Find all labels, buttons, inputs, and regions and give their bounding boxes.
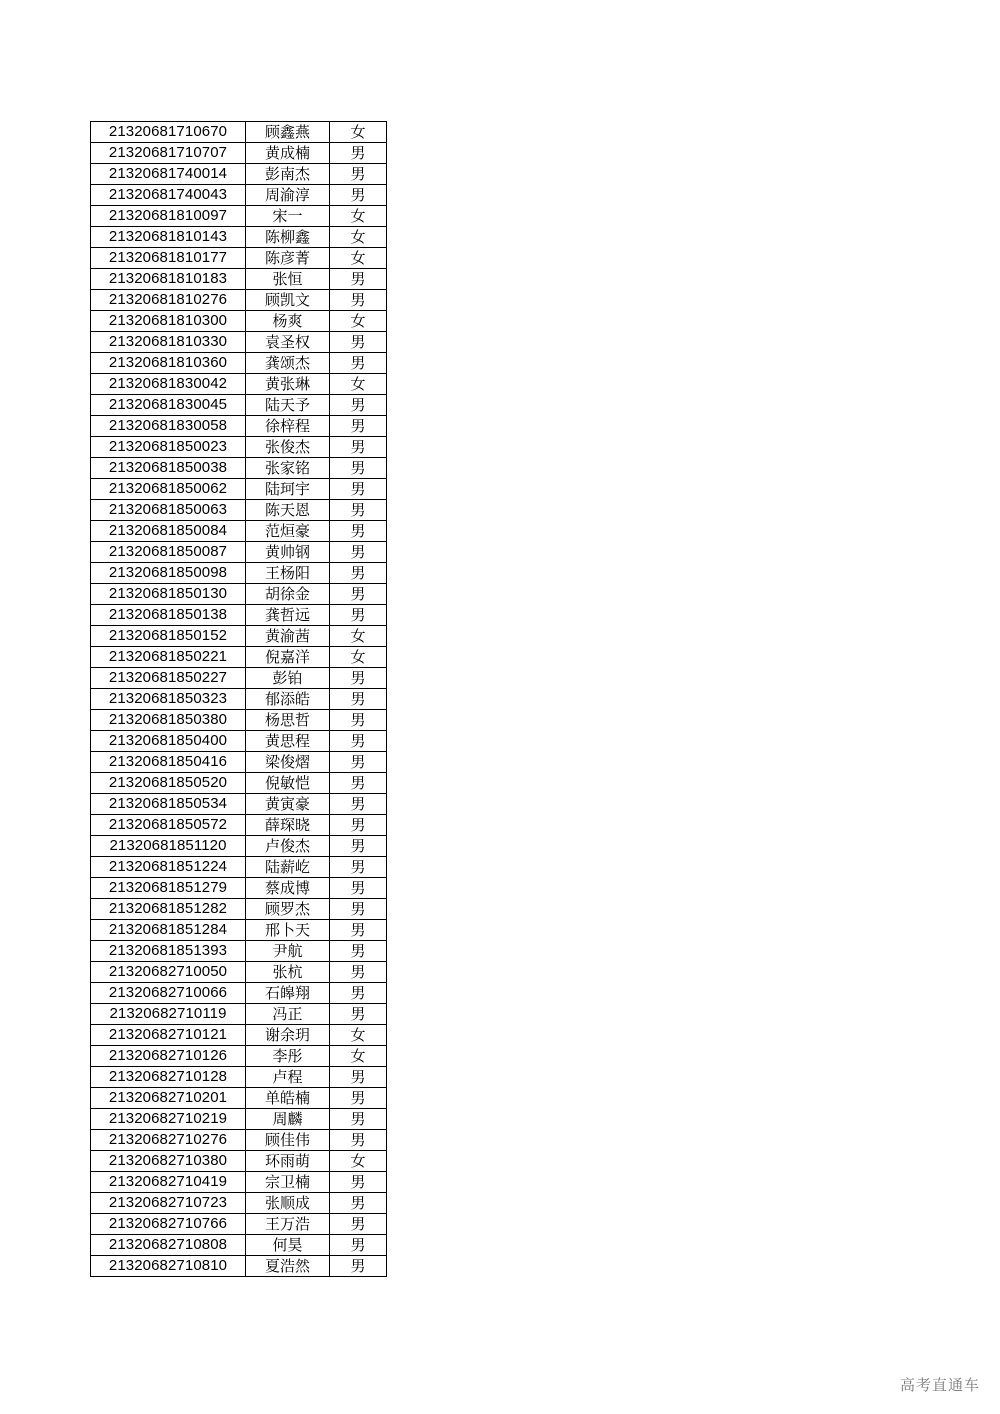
student-name-cell: 顾凯文 <box>246 290 330 311</box>
student-name-cell: 谢余玥 <box>246 1025 330 1046</box>
student-gender-cell: 男 <box>330 458 387 479</box>
table-row <box>91 941 387 962</box>
student-id-cell: 21320682710119 <box>91 1004 246 1025</box>
table-row <box>91 248 387 269</box>
table-row <box>91 815 387 836</box>
student-roster-table <box>90 121 387 1277</box>
student-gender-cell: 男 <box>330 941 387 962</box>
student-id-cell: 21320681850023 <box>91 437 246 458</box>
table-row <box>91 332 387 353</box>
student-gender-cell: 男 <box>330 1067 387 1088</box>
student-gender-cell: 男 <box>330 1214 387 1235</box>
student-gender-cell: 男 <box>330 416 387 437</box>
student-name-cell: 杨思哲 <box>246 710 330 731</box>
student-name-cell: 何昊 <box>246 1235 330 1256</box>
table-row <box>91 857 387 878</box>
roster-body <box>91 122 387 1277</box>
student-id-cell: 21320681850534 <box>91 794 246 815</box>
student-id-cell: 21320681851282 <box>91 899 246 920</box>
table-row <box>91 1004 387 1025</box>
student-gender-cell: 男 <box>330 1130 387 1151</box>
table-row <box>91 668 387 689</box>
student-gender-cell: 男 <box>330 752 387 773</box>
student-name-cell: 冯正 <box>246 1004 330 1025</box>
table-row <box>91 500 387 521</box>
student-id-cell: 21320681850098 <box>91 563 246 584</box>
student-gender-cell: 男 <box>330 1256 387 1277</box>
student-id-cell: 21320682710380 <box>91 1151 246 1172</box>
student-name-cell: 单皓楠 <box>246 1088 330 1109</box>
student-id-cell: 21320682710810 <box>91 1256 246 1277</box>
student-name-cell: 宋一 <box>246 206 330 227</box>
student-gender-cell: 男 <box>330 710 387 731</box>
student-name-cell: 蔡成博 <box>246 878 330 899</box>
student-name-cell: 周麟 <box>246 1109 330 1130</box>
student-name-cell: 尹航 <box>246 941 330 962</box>
student-id-cell: 21320681850130 <box>91 584 246 605</box>
student-name-cell: 黄寅豪 <box>246 794 330 815</box>
student-name-cell: 陆薪屹 <box>246 857 330 878</box>
student-id-cell: 21320681850380 <box>91 710 246 731</box>
student-name-cell: 陈彦菁 <box>246 248 330 269</box>
table-row <box>91 395 387 416</box>
student-id-cell: 21320682710121 <box>91 1025 246 1046</box>
table-row <box>91 1256 387 1277</box>
table-row <box>91 290 387 311</box>
student-name-cell: 黄成楠 <box>246 143 330 164</box>
student-gender-cell: 男 <box>330 1235 387 1256</box>
student-id-cell: 21320681830042 <box>91 374 246 395</box>
student-name-cell: 彭铂 <box>246 668 330 689</box>
student-gender-cell: 男 <box>330 1109 387 1130</box>
student-id-cell: 21320681850063 <box>91 500 246 521</box>
student-name-cell: 张杭 <box>246 962 330 983</box>
table-row <box>91 458 387 479</box>
student-gender-cell: 男 <box>330 164 387 185</box>
student-gender-cell: 男 <box>330 689 387 710</box>
student-id-cell: 21320682710126 <box>91 1046 246 1067</box>
table-row <box>91 1067 387 1088</box>
student-name-cell: 郁添皓 <box>246 689 330 710</box>
table-row <box>91 1109 387 1130</box>
student-name-cell: 黄帅钢 <box>246 542 330 563</box>
student-gender-cell: 男 <box>330 962 387 983</box>
table-row <box>91 773 387 794</box>
student-name-cell: 倪敏恺 <box>246 773 330 794</box>
student-name-cell: 龚颂杰 <box>246 353 330 374</box>
student-name-cell: 邢卜天 <box>246 920 330 941</box>
table-row <box>91 374 387 395</box>
student-id-cell: 21320681850221 <box>91 647 246 668</box>
student-id-cell: 21320682710766 <box>91 1214 246 1235</box>
student-name-cell: 卢俊杰 <box>246 836 330 857</box>
student-name-cell: 陆珂宇 <box>246 479 330 500</box>
student-name-cell: 顾佳伟 <box>246 1130 330 1151</box>
table-row <box>91 416 387 437</box>
table-row <box>91 1193 387 1214</box>
student-gender-cell: 男 <box>330 668 387 689</box>
student-id-cell: 21320681850084 <box>91 521 246 542</box>
student-name-cell: 卢程 <box>246 1067 330 1088</box>
table-row <box>91 1172 387 1193</box>
student-gender-cell: 男 <box>330 269 387 290</box>
student-gender-cell: 男 <box>330 290 387 311</box>
student-name-cell: 顾鑫燕 <box>246 122 330 143</box>
table-row <box>91 1130 387 1151</box>
student-name-cell: 张家铭 <box>246 458 330 479</box>
student-name-cell: 王杨阳 <box>246 563 330 584</box>
student-name-cell: 张顺成 <box>246 1193 330 1214</box>
student-gender-cell: 男 <box>330 899 387 920</box>
table-row <box>91 605 387 626</box>
student-id-cell: 21320681710670 <box>91 122 246 143</box>
table-row <box>91 794 387 815</box>
student-id-cell: 21320681850062 <box>91 479 246 500</box>
student-gender-cell: 男 <box>330 878 387 899</box>
table-row <box>91 626 387 647</box>
table-row <box>91 269 387 290</box>
student-gender-cell: 男 <box>330 1004 387 1025</box>
table-row <box>91 164 387 185</box>
student-id-cell: 21320681851279 <box>91 878 246 899</box>
student-gender-cell: 女 <box>330 122 387 143</box>
student-gender-cell: 男 <box>330 794 387 815</box>
table-row <box>91 1151 387 1172</box>
student-gender-cell: 男 <box>330 353 387 374</box>
student-id-cell: 21320682710723 <box>91 1193 246 1214</box>
student-gender-cell: 男 <box>330 836 387 857</box>
student-id-cell: 21320681850400 <box>91 731 246 752</box>
student-gender-cell: 男 <box>330 857 387 878</box>
student-id-cell: 21320681851120 <box>91 836 246 857</box>
student-name-cell: 顾罗杰 <box>246 899 330 920</box>
table-row <box>91 353 387 374</box>
table-row <box>91 584 387 605</box>
student-id-cell: 21320681740043 <box>91 185 246 206</box>
table-row <box>91 542 387 563</box>
student-id-cell: 21320681850323 <box>91 689 246 710</box>
table-row <box>91 836 387 857</box>
student-gender-cell: 男 <box>330 500 387 521</box>
student-id-cell: 21320681830045 <box>91 395 246 416</box>
student-name-cell: 范烜豪 <box>246 521 330 542</box>
table-row <box>91 206 387 227</box>
table-row <box>91 521 387 542</box>
student-gender-cell: 男 <box>330 1172 387 1193</box>
student-name-cell: 倪嘉洋 <box>246 647 330 668</box>
student-name-cell: 石皞翔 <box>246 983 330 1004</box>
student-name-cell: 龚哲远 <box>246 605 330 626</box>
student-gender-cell: 女 <box>330 1046 387 1067</box>
table-row <box>91 1025 387 1046</box>
student-gender-cell: 女 <box>330 206 387 227</box>
student-gender-cell: 男 <box>330 605 387 626</box>
table-row <box>91 143 387 164</box>
student-id-cell: 21320681810330 <box>91 332 246 353</box>
student-id-cell: 21320682710419 <box>91 1172 246 1193</box>
student-id-cell: 21320681850138 <box>91 605 246 626</box>
table-row <box>91 920 387 941</box>
student-name-cell: 袁圣权 <box>246 332 330 353</box>
table-row <box>91 479 387 500</box>
student-gender-cell: 男 <box>330 542 387 563</box>
table-row <box>91 227 387 248</box>
student-name-cell: 陈柳鑫 <box>246 227 330 248</box>
table-row <box>91 710 387 731</box>
student-id-cell: 21320681810183 <box>91 269 246 290</box>
student-gender-cell: 男 <box>330 1193 387 1214</box>
student-name-cell: 薛琛晓 <box>246 815 330 836</box>
student-gender-cell: 男 <box>330 185 387 206</box>
student-id-cell: 21320681850572 <box>91 815 246 836</box>
student-gender-cell: 女 <box>330 227 387 248</box>
student-id-cell: 21320681740014 <box>91 164 246 185</box>
table-row <box>91 185 387 206</box>
student-gender-cell: 女 <box>330 626 387 647</box>
student-id-cell: 21320682710201 <box>91 1088 246 1109</box>
table-row <box>91 1046 387 1067</box>
table-row <box>91 1235 387 1256</box>
table-row <box>91 983 387 1004</box>
student-name-cell: 黄渝茜 <box>246 626 330 647</box>
table-row <box>91 962 387 983</box>
student-name-cell: 环雨萌 <box>246 1151 330 1172</box>
student-id-cell: 21320682710066 <box>91 983 246 1004</box>
student-name-cell: 陆天予 <box>246 395 330 416</box>
student-id-cell: 21320682710276 <box>91 1130 246 1151</box>
table-row <box>91 1214 387 1235</box>
table-row <box>91 878 387 899</box>
student-id-cell: 21320681850227 <box>91 668 246 689</box>
student-id-cell: 21320681810276 <box>91 290 246 311</box>
student-name-cell: 周渝淳 <box>246 185 330 206</box>
student-gender-cell: 男 <box>330 815 387 836</box>
student-name-cell: 彭南杰 <box>246 164 330 185</box>
student-id-cell: 21320682710219 <box>91 1109 246 1130</box>
student-name-cell: 黄张琳 <box>246 374 330 395</box>
student-id-cell: 21320681851284 <box>91 920 246 941</box>
student-id-cell: 21320681810300 <box>91 311 246 332</box>
student-name-cell: 张恒 <box>246 269 330 290</box>
student-id-cell: 21320681810360 <box>91 353 246 374</box>
table-row <box>91 563 387 584</box>
student-id-cell: 21320681850038 <box>91 458 246 479</box>
student-name-cell: 张俊杰 <box>246 437 330 458</box>
student-gender-cell: 男 <box>330 143 387 164</box>
table-row <box>91 731 387 752</box>
student-gender-cell: 男 <box>330 1088 387 1109</box>
table-row <box>91 899 387 920</box>
student-id-cell: 21320681850087 <box>91 542 246 563</box>
student-id-cell: 21320681850520 <box>91 773 246 794</box>
student-gender-cell: 男 <box>330 437 387 458</box>
table-row <box>91 689 387 710</box>
student-name-cell: 黄思程 <box>246 731 330 752</box>
student-id-cell: 21320681851224 <box>91 857 246 878</box>
student-gender-cell: 女 <box>330 647 387 668</box>
student-gender-cell: 男 <box>330 773 387 794</box>
student-id-cell: 21320681810097 <box>91 206 246 227</box>
student-id-cell: 21320681710707 <box>91 143 246 164</box>
table-row <box>91 752 387 773</box>
student-gender-cell: 男 <box>330 983 387 1004</box>
student-id-cell: 21320681830058 <box>91 416 246 437</box>
student-id-cell: 21320681810177 <box>91 248 246 269</box>
student-gender-cell: 男 <box>330 332 387 353</box>
student-name-cell: 陈天恩 <box>246 500 330 521</box>
student-gender-cell: 男 <box>330 521 387 542</box>
student-gender-cell: 男 <box>330 584 387 605</box>
student-id-cell: 21320681810143 <box>91 227 246 248</box>
student-name-cell: 李彤 <box>246 1046 330 1067</box>
student-gender-cell: 男 <box>330 395 387 416</box>
student-gender-cell: 女 <box>330 311 387 332</box>
table-row <box>91 647 387 668</box>
student-gender-cell: 女 <box>330 248 387 269</box>
student-id-cell: 21320682710050 <box>91 962 246 983</box>
student-name-cell: 梁俊熠 <box>246 752 330 773</box>
student-name-cell: 杨爽 <box>246 311 330 332</box>
table-row <box>91 122 387 143</box>
student-id-cell: 21320682710128 <box>91 1067 246 1088</box>
student-name-cell: 王万浩 <box>246 1214 330 1235</box>
student-id-cell: 21320681850152 <box>91 626 246 647</box>
student-name-cell: 胡徐金 <box>246 584 330 605</box>
student-gender-cell: 男 <box>330 563 387 584</box>
student-gender-cell: 女 <box>330 1151 387 1172</box>
table-row <box>91 1088 387 1109</box>
student-id-cell: 21320682710808 <box>91 1235 246 1256</box>
student-id-cell: 21320681851393 <box>91 941 246 962</box>
table-row <box>91 437 387 458</box>
student-name-cell: 徐梓程 <box>246 416 330 437</box>
student-name-cell: 宗卫楠 <box>246 1172 330 1193</box>
student-gender-cell: 男 <box>330 731 387 752</box>
student-gender-cell: 女 <box>330 1025 387 1046</box>
student-id-cell: 21320681850416 <box>91 752 246 773</box>
student-gender-cell: 男 <box>330 920 387 941</box>
student-gender-cell: 男 <box>330 479 387 500</box>
watermark-text: 高考直通车 <box>899 1376 980 1394</box>
student-name-cell: 夏浩然 <box>246 1256 330 1277</box>
student-gender-cell: 女 <box>330 374 387 395</box>
table-row <box>91 311 387 332</box>
